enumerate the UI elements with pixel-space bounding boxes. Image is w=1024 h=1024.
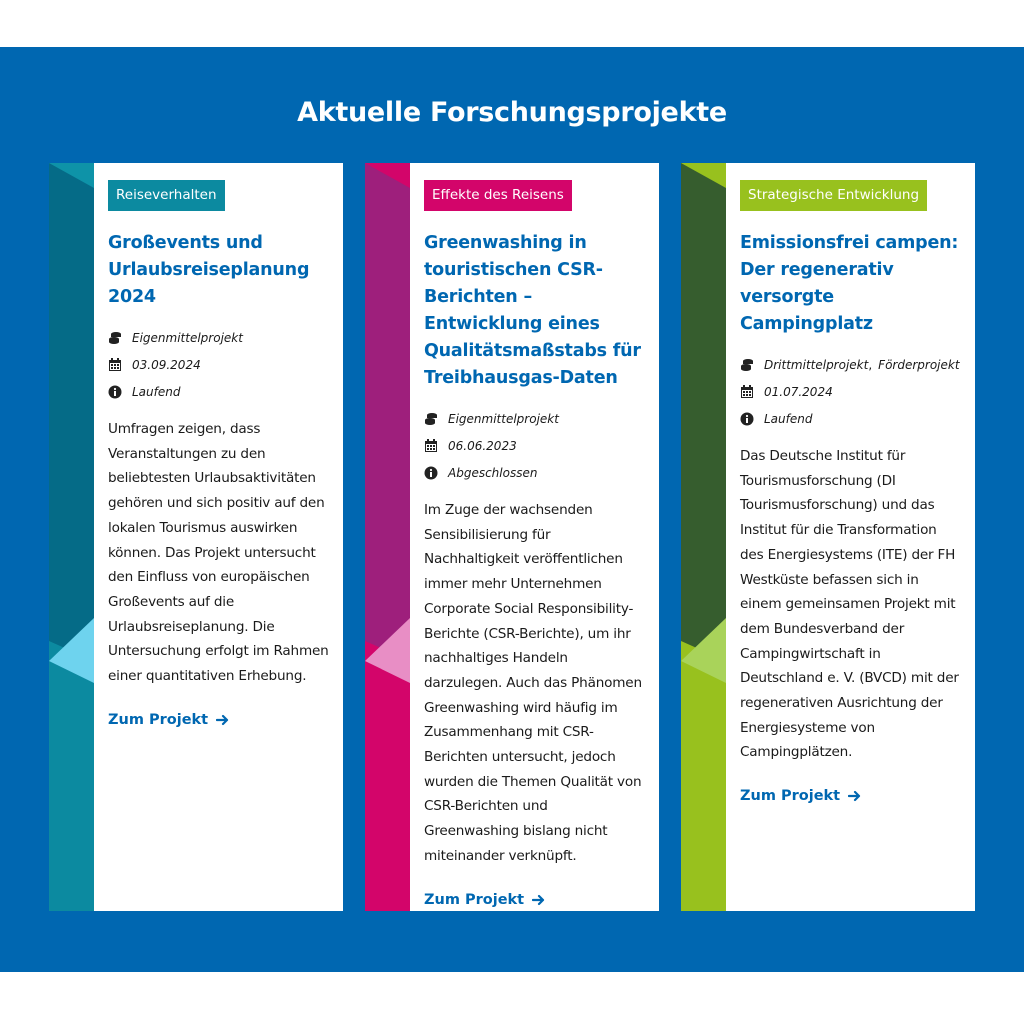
date-row [424,432,645,459]
project-status: Laufend [132,384,181,399]
coins-icon [740,358,754,372]
funding-type: Eigenmittelprojekt [132,330,243,345]
info-icon [740,412,754,426]
funding-row [108,324,329,351]
funding-row: Drittmittelprojekt , Förderprojekt [740,351,961,378]
status-row [424,459,645,486]
arrow-right-icon [848,790,861,802]
funding-type: Eigenmittelprojekt [448,411,559,426]
date-row [740,378,961,405]
category-tag[interactable]: Effekte des Reisens [424,180,572,211]
project-link[interactable] [424,892,545,908]
project-description: Umfragen zeigen, dass Veranstaltungen zu den beliebtesten Urlaubsaktivitäten gehören und sich positiv auf den lokalen Tourismus auswirken können. Das Projekt untersucht den Einfluss von europäischen Großevents auf die Urlaubsreiseplanung. Die Untersuchung erfolgt im Rahmen einer quantitativen Erhebung. [108,421,329,685]
project-meta [424,405,645,486]
calendar-icon [424,439,438,453]
calendar-icon [108,358,122,372]
status-row [740,405,961,432]
project-link[interactable] [108,712,229,728]
project-link-label: Zum Projekt [740,788,841,805]
project-description: Im Zuge der wachsenden Sensibilisierung für Nachhaltigkeit veröffentlichen immer mehr Unternehmen Corporate Social Responsibility-Berichte (CSR-Berichte), um ihr nachhaltiges Handeln darzulegen. Auch das Phänomen Greenwashing wird häufig im Zusammenhang mit CSR-Berichten untersucht, jedoch wurden die Themen Qualität von CSR-Berichten und Greenwashing bislang nicht miteinander verknüpft. [424,502,642,864]
funding-row [424,405,645,432]
project-title[interactable]: Emissionsfrei campen: Der regenerativ versorgte Campingplatz [740,233,959,334]
arrow-right-icon [216,714,229,726]
project-meta [740,351,961,432]
project-meta [108,324,329,405]
date-row [108,351,329,378]
project-date: 06.06.2023 [448,438,517,453]
project-date: 01.07.2024 [764,384,833,399]
category-tag[interactable]: Strategische Entwicklung [740,180,927,211]
category-tag[interactable]: Reiseverhalten [108,180,225,211]
project-title[interactable]: Großevents und Urlaubsreiseplanung 2024 [108,233,310,307]
section-title: Aktuelle Forschungsprojekte [297,97,727,128]
calendar-icon [740,385,754,399]
project-link-label: Zum Projekt [108,711,209,728]
coins-icon [108,331,122,345]
status-row [108,378,329,405]
project-status: Laufend [764,411,813,426]
info-icon [424,466,438,480]
arrow-right-icon [532,894,545,906]
info-icon [108,385,122,399]
project-status: Abgeschlossen [448,465,538,480]
project-link[interactable] [740,788,861,804]
funding-type: Förderprojekt [878,357,960,372]
card-stripe-decoration [49,163,94,911]
card-stripe-decoration [681,163,726,911]
card-stripe-decoration [365,163,410,911]
project-description: Das Deutsche Institut für Tourismusforschung (DI Tourismusforschung) und das Institut für die Transformation des Energiesystems (ITE) der FH Westküste befassen sich in einem gemeinsamen Projekt mit dem Bundesverband der Campingwirtschaft in Deutschland e. V. (BVCD) mit der regenerativen Ausrichtung der Energiesysteme von Campingplätzen. [740,448,959,761]
project-link-label: Zum Projekt [424,891,525,908]
project-date: 03.09.2024 [132,357,201,372]
project-card-2 [365,163,659,911]
project-card-1 [49,163,343,911]
funding-type: Drittmittelprojekt [764,357,869,372]
project-card-3 [681,163,975,911]
project-title[interactable]: Greenwashing in touristischen CSR-Berichten – Entwicklung eines Qualitätsmaßstabs für Treibhausgas-Daten [424,233,641,388]
coins-icon [424,412,438,426]
